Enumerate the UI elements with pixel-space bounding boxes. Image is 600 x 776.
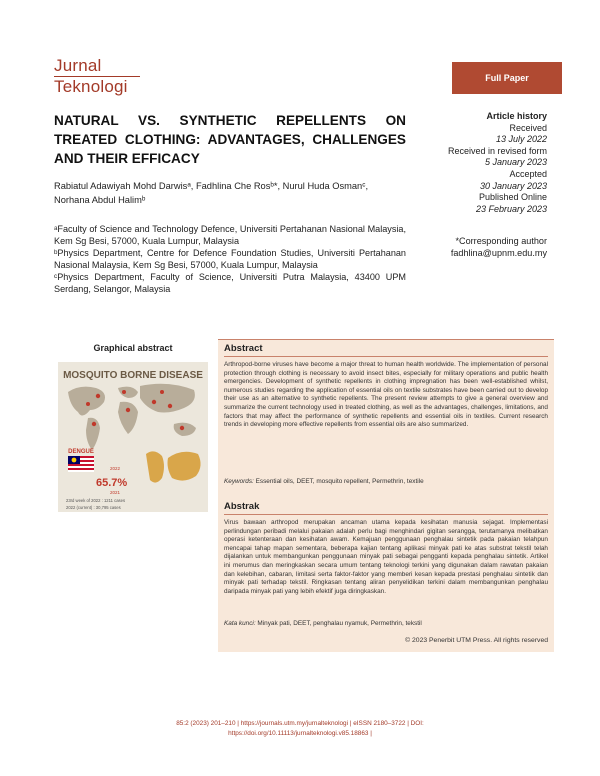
- affiliation-a: ᵃFaculty of Science and Technology Defence, Universiti Pertahanan Nasional Malaysia, Kem Sg Besi, 57000, Kuala Lumpur, Malaysia: [54, 224, 406, 246]
- poster-title: MOSQUITO BORNE DISEASE: [63, 370, 203, 381]
- dengue-label: DENGUE: [68, 449, 94, 455]
- year-bottom: 2021: [110, 490, 121, 495]
- corresponding-author: [410, 235, 547, 259]
- abstract-rule: [224, 356, 548, 357]
- percent-label: 65.7%: [96, 477, 128, 489]
- keywords-label: Keywords:: [224, 478, 254, 485]
- revised-label: Received in revised form: [447, 145, 547, 156]
- graphical-abstract-image: [58, 362, 208, 512]
- abstract-heading: Abstract: [224, 343, 263, 354]
- malaysia-map-icon: [146, 451, 201, 482]
- abstrak-keywords: [224, 620, 548, 629]
- received-date: 13 July 2022: [495, 134, 547, 145]
- abstrak-rule: [224, 514, 548, 515]
- footer-line1: 85:2 (2023) 201–210 | https://journals.utm.my/jurnalteknologi | eISSN 2180–3722 | DOI:: [176, 720, 424, 727]
- copyright-notice: © 2023 Penerbit UTM Press. All rights reserved: [405, 637, 548, 644]
- stat-line-1: 23rd week of 2022 : 1211 cases: [66, 498, 126, 503]
- journal-name-line1: Jurnal: [54, 56, 102, 75]
- affiliation-c: ᶜPhysics Department, Faculty of Science, Universiti Putra Malaysia, 43400 UPM Serdang, Selangor, Malaysia: [54, 272, 406, 294]
- history-heading: Article history: [486, 111, 547, 121]
- abstrak-body: Virus bawaan arthropod merupakan ancaman utama kepada kesihatan manusia sejagat. Implementasi perlindungan peribadi melalui pakaian adalah perlu bagi menghindari gigitan serangga, terutamanya melibatkan operasi ketenteraan dan kesihatan awam. Kemajuan penggunaan penghalau sintetik pada pakaian telahpun mencapai tahap mapan sementara, beberapa kajian tentang aplikasi minyak pati ke atas substrat tekstil telah dijalankan untuk membangunkan penggunaan minyak pati sebagai pengganti kepada penghalau sintetik. Artikel ini merumus dan meringkaskan secara umum tentang teknologi terkini yang digunakan dalam rawatan pakaian dan kelebihan, cabaran, limitasi serta faktor-faktor yang memberi kesan kepada prestasi penghalau sintetik dan minyak pati terhadap tekstil. Ringkasan tentang aliran penyelidikan terkini dalam membangunkan penghalau daripada minyak pati yang lebih efektif juga diringkaskan.: [224, 519, 548, 595]
- full-paper-label: Full Paper: [485, 73, 529, 83]
- revised-date: 5 January 2023: [484, 157, 547, 168]
- year-top: 2022: [110, 466, 121, 471]
- mosquito-poster: [58, 362, 208, 512]
- keywords-list: Essential oils, DEET, mosquito repellent, Permethrin, textile: [253, 478, 424, 485]
- footer-doi[interactable]: https://doi.org/10.11113/jurnalteknologi.v85.18863 |: [228, 730, 372, 737]
- graphical-abstract-heading: Graphical abstract: [93, 343, 173, 353]
- malaysia-flag-icon: [68, 456, 94, 472]
- kata-kunci-label: Kata kunci:: [224, 620, 256, 627]
- accepted-date: 30 January 2023: [479, 180, 547, 191]
- journal-name-line2: Teknologi: [54, 77, 128, 96]
- article-history: [410, 111, 547, 215]
- corresponding-email[interactable]: fadhlina@upnm.edu.my: [450, 248, 547, 258]
- abstract-body: Arthropod-borne viruses have become a major threat to human health worldwide. The implementation of personal protection through clothing is necessary to avoid insect bites, especially for military operations and public health emergencies. Development of synthetic repellents in clothing impregnation has been well-established whilst, numerous studies regarding the application of essential oils on textile substrates have been carried out to develop their use as an alternative to synthetic repellents. The present review attempts to give a general overview and summarize the current technology used in treated clothing, as well as the advantages, challenges, limitations, and factors that may affect the performance of synthetic repellents and essential oils in textiles. Current research trends in developing more effective repellents from essential oils are also summarized.: [224, 361, 548, 429]
- journal-name: [54, 56, 204, 97]
- page-footer: [120, 719, 480, 739]
- published-label: Published Online: [478, 192, 547, 203]
- affiliations: [54, 223, 406, 295]
- stat-line-2: 2022 (current) : 30,795 cases: [66, 505, 121, 510]
- panel-top-rule: [218, 339, 554, 340]
- published-date: 23 February 2023: [475, 203, 547, 214]
- abstrak-heading: Abstrak: [224, 501, 260, 512]
- abstract-keywords: [224, 478, 548, 487]
- author-list: Rabiatul Adawiyah Mohd Darwisᵃ, Fadhlina Che Rosᵇ*, Nurul Huda Osmanᶜ, Norhana Abdul Halimᵇ: [54, 181, 369, 205]
- kata-kunci-list: Minyak pati, DEET, penghalau nyamuk, Permethrin, tekstil: [255, 620, 422, 627]
- article-title: NATURAL VS. SYNTHETIC REPELLENTS ON TREATED CLOTHING: ADVANTAGES, CHALLENGES AND THEIR EFFICACY: [54, 113, 406, 166]
- corresponding-label: *Corresponding author: [455, 236, 547, 246]
- full-paper-badge: [452, 62, 562, 94]
- abstract-panel: [218, 339, 554, 652]
- accepted-label: Accepted: [509, 168, 547, 179]
- received-label: Received: [509, 122, 547, 133]
- affiliation-b: ᵇPhysics Department, Centre for Defence Foundation Studies, Universiti Pertahanan Nasional Malaysia, Kem Sg Besi, 57000, Kuala Lumpur, Malaysia: [54, 248, 406, 270]
